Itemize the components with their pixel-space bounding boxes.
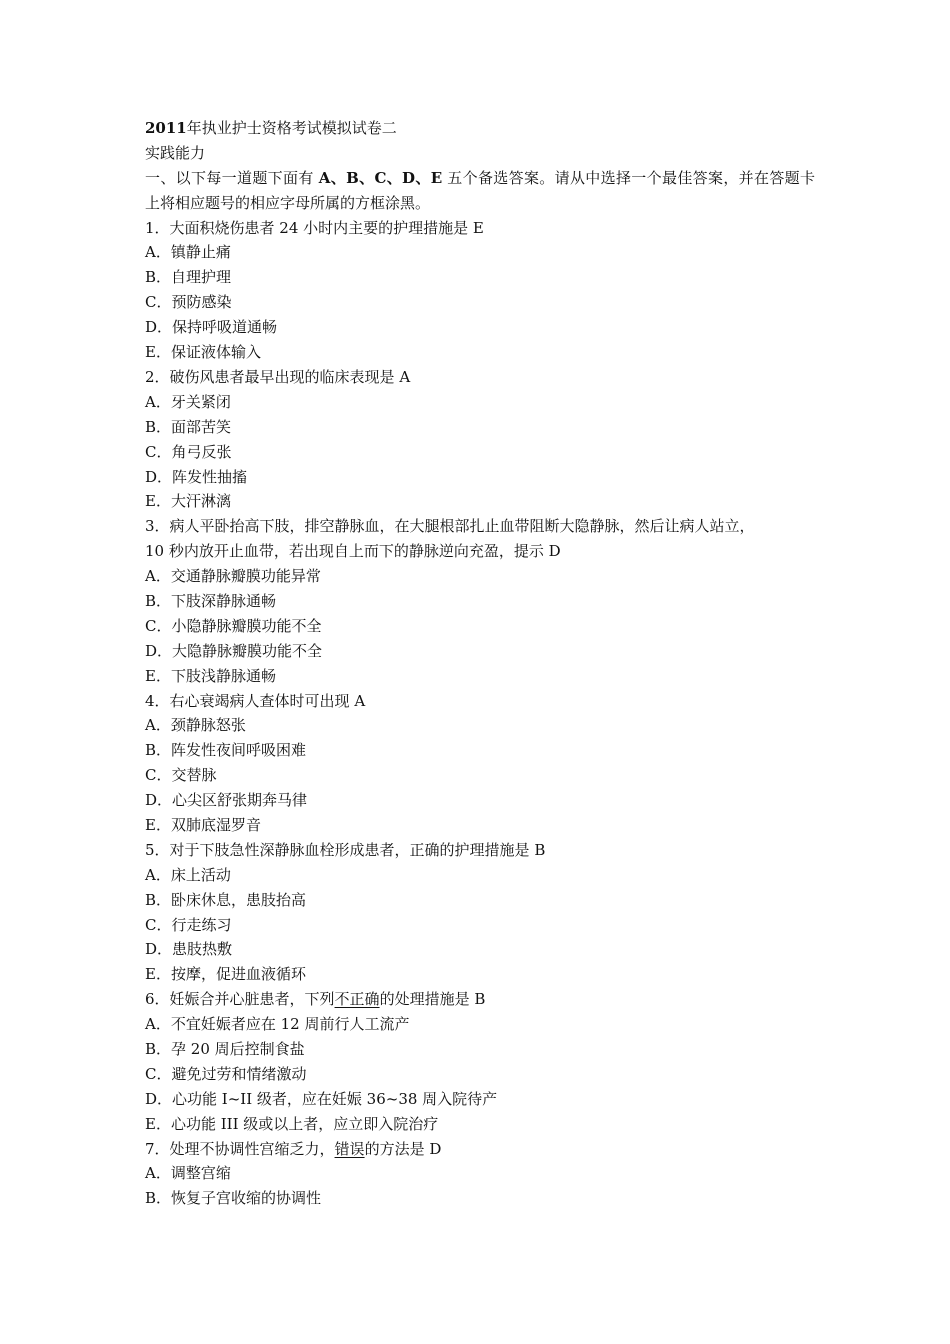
question-4-option-a: A．颈静脉怒张: [145, 716, 246, 735]
question-7-option-a: A．调整宫缩: [145, 1164, 231, 1183]
question-2-stem: 2．破伤风患者最早出现的临床表现是 A: [145, 367, 411, 386]
instructions: [145, 166, 815, 216]
question-2-option-e: E．大汗淋漓: [145, 492, 231, 511]
question-6-option-d: D．心功能 I~II 级者，应在妊娠 36~38 周入院待产: [145, 1089, 498, 1108]
question-5-option-c: C．行走练习: [145, 915, 232, 934]
question-4-stem: 4．右心衰竭病人查体时可出现 A: [145, 691, 366, 710]
question-6-option-e: E．心功能 III 级或以上者，应立即入院治疗: [145, 1114, 439, 1133]
question-6-stem: [145, 987, 815, 1012]
question-6-stem-pre: 6．妊娠合并心脏患者，下列: [145, 990, 335, 1009]
question-1-stem: 1．大面积烧伤患者 24 小时内主要的护理措施是 E: [145, 218, 484, 237]
question-7-stem-post: 的方法是 D: [364, 1139, 442, 1158]
question-5-option-e: E．按摩，促进血液循环: [145, 965, 306, 984]
question-6-stem-post: 的处理措施是 B: [379, 990, 486, 1009]
question-1-option-d: D．保持呼吸道通畅: [145, 318, 278, 337]
question-7-stem: [145, 1137, 815, 1162]
instructions-text-a: 一、以下每一道题下面有: [145, 168, 319, 187]
question-1-option-c: C．预防感染: [145, 293, 232, 312]
question-7-option-b: B．恢复子宫收缩的协调性: [145, 1189, 322, 1208]
question-3-option-c: C．小隐静脉瓣膜功能不全: [145, 616, 322, 635]
question-3-option-d: D．大隐静脉瓣膜功能不全: [145, 641, 323, 660]
instructions-text-b: 五个备选答案。请从中选择一个最佳答案，并在答题卡上将相应题号的相应字母所属的方框涂黑。: [145, 168, 815, 212]
question-3-option-a: A．交通静脉瓣膜功能异常: [145, 567, 321, 586]
question-4-option-c: C．交替脉: [145, 766, 217, 785]
question-5-stem: 5．对于下肢急性深静脉血栓形成患者，正确的护理措施是 B: [145, 840, 546, 859]
question-2-option-c: C．角弓反张: [145, 442, 232, 461]
question-3-option-b: B．下肢深静脉通畅: [145, 591, 277, 610]
question-5-option-b: B．卧床休息，患肢抬高: [145, 890, 307, 909]
doc-title-text: 年执业护士资格考试模拟试卷二: [186, 119, 397, 137]
instructions-letters: A、B、C、D、E: [318, 168, 443, 187]
question-6-stem-underlined: 不正确: [334, 990, 380, 1009]
doc-title-year: 2011: [145, 119, 187, 137]
doc-title: [145, 116, 815, 141]
question-3-stem-line-2: 10 秒内放开止血带，若出现自上而下的静脉逆向充盈，提示 D: [145, 542, 561, 561]
question-6-option-c: C．避免过劳和情绪激动: [145, 1064, 307, 1083]
question-2-option-a: A．牙关紧闭: [145, 392, 231, 411]
question-7-stem-pre: 7．处理不协调性宫缩乏力，: [145, 1139, 335, 1158]
question-3-stem-line-1: 3．病人平卧抬高下肢，排空静脉血，在大腿根部扎止血带阻断大隐静脉，然后让病人站立，: [145, 517, 755, 536]
question-5-option-a: A．床上活动: [145, 865, 231, 884]
question-1-option-b: B．自理护理: [145, 268, 232, 287]
doc-subtitle: 实践能力: [145, 143, 206, 162]
question-1-option-a: A．镇静止痛: [145, 243, 231, 262]
question-4-option-e: E．双肺底湿罗音: [145, 815, 261, 834]
question-4-option-d: D．心尖区舒张期奔马律: [145, 791, 308, 810]
question-7-stem-underlined: 错误: [334, 1139, 365, 1158]
document-page: [145, 116, 815, 1211]
question-6-option-a: A．不宜妊娠者应在 12 周前行人工流产: [145, 1015, 410, 1034]
question-6-option-b: B．孕 20 周后控制食盐: [145, 1039, 305, 1058]
question-1-option-e: E．保证液体输入: [145, 343, 261, 362]
question-4-option-b: B．阵发性夜间呼吸困难: [145, 741, 307, 760]
question-2-option-b: B．面部苦笑: [145, 417, 232, 436]
question-2-option-d: D．阵发性抽搐: [145, 467, 248, 486]
question-3-option-e: E．下肢浅静脉通畅: [145, 666, 276, 685]
question-5-option-d: D．患肢热敷: [145, 940, 233, 959]
